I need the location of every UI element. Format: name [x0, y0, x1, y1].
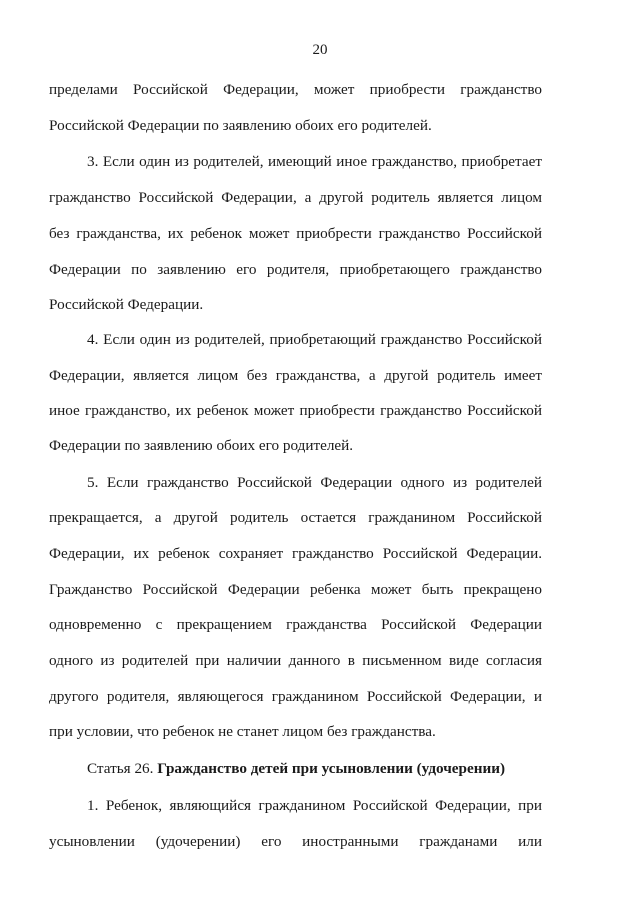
article-heading [87, 759, 542, 779]
page-number: 20 [312, 42, 328, 58]
text-line: другого родителя, являющегося гражданином Российской Федерации, и [49, 688, 542, 705]
article-paragraph-1-start: 1. Ребенок, являющийся гражданином Российской Федерации, при [87, 797, 542, 814]
text-line: одного из родителей при наличии данного в письменном виде согласия [49, 652, 542, 669]
text-line: усыновлении (удочерении) его иностранными гражданами или [49, 833, 542, 850]
text-line: прекращается, а другой родитель остается гражданином Российской [49, 509, 542, 526]
paragraph-5-start: 5. Если гражданство Российской Федерации одного из родителей [87, 474, 542, 491]
text-line: Российской Федерации. [49, 296, 204, 313]
text-line: без гражданства, их ребенок может приобрести гражданство Российской [49, 225, 542, 242]
text-line: Федерации, их ребенок сохраняет гражданство Российской Федерации. [49, 545, 542, 562]
text-line: пределами Российской Федерации, может приобрести гражданство [49, 81, 542, 98]
text-line: одновременно с прекращением гражданства Российской Федерации [49, 616, 542, 633]
text-line: иное гражданство, их ребенок может приобрести гражданство Российской [49, 402, 542, 419]
text-line: Федерации, является лицом без гражданства, а другой родитель имеет [49, 367, 542, 384]
text-line: Российской Федерации по заявлению обоих его родителей. [49, 117, 432, 134]
paragraph-4-start: 4. Если один из родителей, приобретающий гражданство Российской [87, 331, 542, 348]
text-line: гражданство Российской Федерации, а другой родитель является лицом [49, 189, 542, 206]
text-line: Федерации по заявлению обоих его родителей. [49, 437, 354, 454]
paragraph-3-start: 3. Если один из родителей, имеющий иное гражданство, приобретает [87, 153, 542, 170]
text-line: Федерации по заявлению его родителя, приобретающего гражданство [49, 261, 542, 278]
article-number: Статья 26. [87, 760, 154, 777]
article-title: Гражданство детей при усыновлении (удочерении) [157, 760, 506, 777]
text-line: Гражданство Российской Федерации ребенка может быть прекращено [49, 581, 542, 598]
text-line: при условии, что ребенок не станет лицом без гражданства. [49, 723, 436, 740]
